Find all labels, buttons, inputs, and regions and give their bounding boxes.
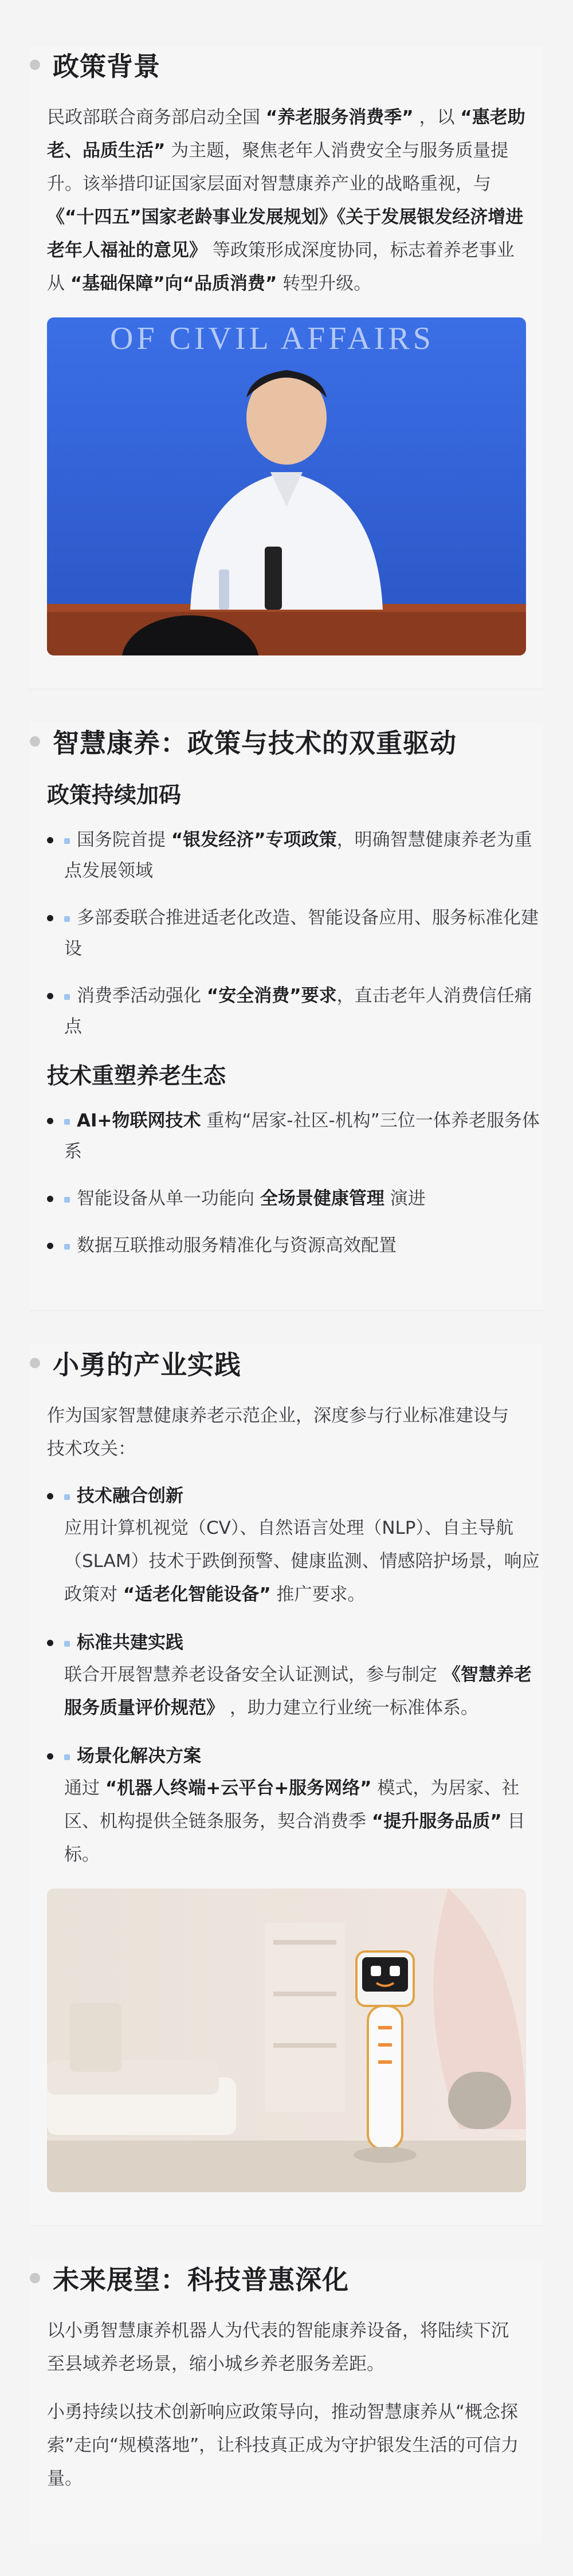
highlight-text: “银发经济”专项政策	[171, 830, 337, 850]
section-dot-icon	[30, 736, 40, 747]
practice-item-text	[64, 1511, 543, 1611]
subsection-title: 政策持续加码	[47, 783, 182, 808]
text-span: 等政策形成深度协同，标志着养老事业从	[47, 240, 515, 294]
section-header	[30, 2259, 543, 2297]
policy-list	[30, 824, 543, 1042]
list-item	[47, 824, 543, 886]
list-item	[47, 1105, 543, 1167]
section-title: 智慧康养：政策与技术的双重驱动	[53, 728, 457, 759]
bullet-mark-icon	[64, 838, 70, 844]
text-span: 模式，为居家、社区、机构提供全链条服务，契合消费季	[64, 1778, 520, 1832]
highlight-text: “惠老助老、品质生活”	[47, 107, 525, 161]
bullet-mark-icon	[64, 1244, 70, 1250]
text-span: ，以	[419, 107, 455, 128]
text-span: 消费季活动强化	[77, 985, 201, 1006]
text-span: 目标。	[64, 1811, 525, 1865]
highlight-text: 全场景健康管理	[260, 1188, 384, 1209]
bullet-mark-icon	[64, 1754, 70, 1760]
text-span: 联合开展智慧养老设备安全认证测试，参与制定	[64, 1664, 437, 1685]
list-item	[47, 1627, 543, 1725]
highlight-text: “安全消费”要求	[206, 985, 337, 1006]
bullet-mark-icon	[64, 994, 70, 1000]
text-span: 通过	[64, 1778, 100, 1799]
future-paragraph-2: 小勇持续以技术创新响应政策导向，推动智慧康养从“概念探索”走向“规模落地”，让科技真正成为守护银发生活的可信力量。	[47, 2402, 519, 2489]
section-header	[30, 1344, 543, 1382]
section-header	[30, 46, 543, 84]
text-span: 民政部联合商务部启动全国	[47, 107, 260, 128]
bullet-mark-icon	[64, 1197, 70, 1203]
list-item	[47, 902, 543, 964]
text-span: 标准共建实践	[77, 1632, 183, 1653]
list-item	[47, 1230, 543, 1261]
highlight-text: “机器人终端+云平台+服务网络”	[105, 1778, 372, 1799]
practice-item-text	[64, 1772, 543, 1871]
text-span: 智能设备从单一功能向	[77, 1188, 254, 1209]
banner-text: OF CIVIL AFFAIRS	[110, 321, 434, 356]
practice-item-title	[64, 1627, 543, 1658]
text-span: 重构“居家-社区-机构”三位一体养老服务体系	[64, 1110, 540, 1162]
bullet-mark-icon	[64, 916, 70, 922]
text-span: ，明确智慧健康养老为重点发展领域	[64, 830, 532, 881]
smart-care-drive-section	[30, 722, 543, 1311]
bullet-mark-icon	[64, 1494, 70, 1500]
list-item	[47, 1741, 543, 1871]
text-span: 场景化解决方案	[77, 1746, 201, 1766]
text-span: 为主题，聚焦老年人消费安全与服务质量提升。该举措印证国家层面对智慧康养产业的战略重视，与	[47, 140, 509, 194]
text-span: 应用计算机视觉（CV）、自然语言处理（NLP）、自主导航（SLAM）技术于跌倒预警、健康监测、情感陪护场景，响应政策对	[64, 1518, 540, 1605]
press-conference-image	[47, 317, 526, 655]
future-paragraph-1: 以小勇智慧康养机器人为代表的智能康养设备，将陆续下沉至县域养老场景，缩小城乡养老服务差距。	[47, 2320, 509, 2374]
list-item	[47, 980, 543, 1042]
industry-practice-section	[30, 1344, 543, 2226]
text-span: ，助力建立行业统一标准体系。	[229, 1698, 478, 1718]
highlight-text: 《智慧养老服务质量评价规范》	[64, 1664, 532, 1718]
robot-room-photo	[47, 1888, 526, 2192]
bullet-mark-icon	[64, 1641, 70, 1647]
policy-background-section	[30, 46, 543, 689]
highlight-text: “适老化智能设备”	[123, 1584, 271, 1605]
text-span: 推广要求。	[276, 1584, 366, 1605]
text-span: 演进	[390, 1188, 426, 1209]
section-dot-icon	[30, 1358, 40, 1368]
practice-list	[30, 1481, 543, 1871]
subsection-title: 技术重塑养老生态	[47, 1063, 226, 1089]
tech-list	[30, 1105, 543, 1261]
list-item	[47, 1481, 543, 1611]
text-span: 多部委联合推进适老化改造、智能设备应用、服务标准化建设	[64, 908, 539, 959]
highlight-text: “养老服务消费季”	[265, 107, 414, 128]
bullet-mark-icon	[64, 1119, 70, 1125]
highlight-text: 《“十四五”国家老龄事业发展规划》《关于发展银发经济增进老年人福祉的意见》	[47, 207, 524, 261]
press-conference-photo	[47, 317, 526, 655]
text-span: 技术融合创新	[77, 1486, 183, 1506]
text-span: 数据互联推动服务精准化与资源高效配置	[77, 1235, 397, 1256]
section-header	[30, 722, 543, 760]
section-dot-icon	[30, 60, 40, 70]
practice-item-title	[64, 1481, 543, 1511]
text-span: 转型升级。	[282, 273, 372, 294]
robot-room-image	[47, 1888, 526, 2192]
section-title: 小勇的产业实践	[53, 1349, 241, 1380]
text-span: 国务院首提	[77, 830, 166, 850]
practice-item-text	[64, 1658, 543, 1725]
highlight-text: “基础保障”向“品质消费”	[70, 273, 277, 294]
highlight-text: “提升服务品质”	[371, 1811, 502, 1832]
text-span: ，直击老年人消费信任痛点	[64, 985, 532, 1037]
future-outlook-section	[30, 2259, 543, 2543]
section-title: 政策背景	[53, 51, 160, 82]
highlight-text: AI+物联网技术	[77, 1110, 201, 1131]
section-dot-icon	[30, 2273, 40, 2283]
background-paragraph	[47, 101, 526, 300]
section-title: 未来展望：科技普惠深化	[53, 2264, 349, 2295]
practice-intro: 作为国家智慧健康养老示范企业，深度参与行业标准建设与技术攻关：	[47, 1405, 509, 1459]
list-item	[47, 1183, 543, 1214]
practice-item-title	[64, 1741, 543, 1772]
